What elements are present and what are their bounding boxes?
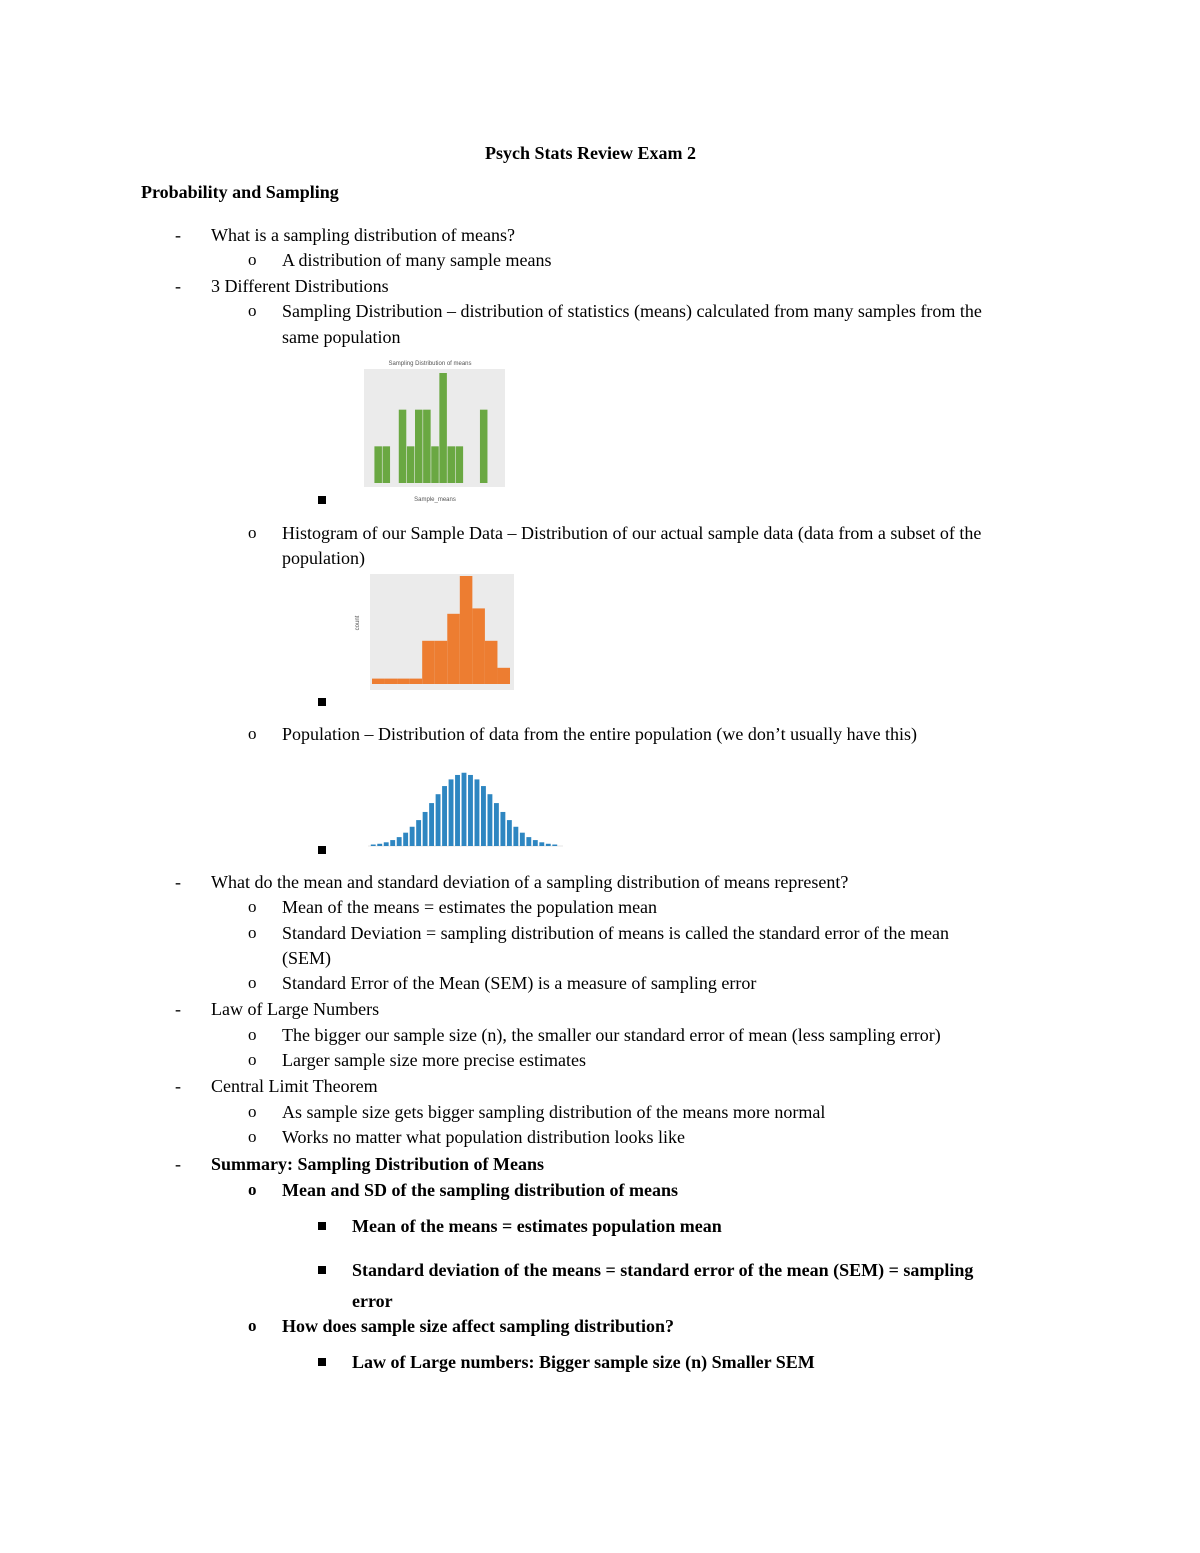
bar [410, 679, 423, 684]
bar [390, 840, 395, 846]
bar [439, 373, 447, 483]
bar [497, 668, 510, 684]
bar [475, 779, 480, 846]
summary-point-1: Mean and SD of the sampling distribution of means [282, 1180, 679, 1200]
sampling-distribution-line2: same population [282, 327, 401, 347]
bar [513, 827, 518, 846]
question-mean-sd: What do the mean and standard deviation of a sampling distribution of means represent? [211, 872, 849, 892]
bar [552, 845, 557, 846]
bar [423, 812, 428, 846]
bar [520, 833, 525, 846]
summary-subpoint-3: Law of Large numbers: Bigger sample size (n) Smaller SEM [352, 1352, 815, 1372]
three-distributions: 3 Different Distributions [211, 276, 389, 296]
bar [507, 820, 512, 846]
bar [384, 842, 389, 846]
circle-bullet: o [248, 250, 257, 269]
central-limit-theorem: Central Limit Theorem [211, 1076, 378, 1096]
square-bullet [318, 496, 326, 504]
sampling-distribution-line1: Sampling Distribution – distribution of statistics (means) calculated from many samples from the [282, 301, 982, 321]
circle-bullet: o [248, 724, 257, 743]
bar [399, 410, 407, 483]
bar [449, 779, 454, 846]
bar [371, 845, 376, 846]
population-chart [358, 750, 568, 850]
answer-mean-of-means: Mean of the means = estimates the population mean [282, 897, 658, 917]
dash-bullet: - [175, 1154, 181, 1174]
circle-bullet: o [248, 1180, 257, 1199]
dash-bullet: - [175, 999, 181, 1019]
bar [422, 641, 435, 684]
clt-point-1: As sample size gets bigger sampling distribution of the means more normal [282, 1102, 826, 1122]
histogram-line1: Histogram of our Sample Data – Distribution of our actual sample data (data from a subset of the [282, 523, 982, 543]
square-bullet [318, 1266, 326, 1274]
circle-bullet: o [248, 923, 257, 942]
bar [416, 820, 421, 846]
summary-subpoint-1: Mean of the means = estimates population mean [352, 1216, 722, 1236]
sampling-distribution-chart [350, 355, 510, 505]
bar [385, 679, 398, 684]
lln-point-1: The bigger our sample size (n), the smaller our standard error of mean (less sampling error) [282, 1025, 941, 1045]
bar [533, 840, 538, 846]
summary-subpoint-2-line2: error [352, 1291, 393, 1311]
bar [372, 679, 385, 684]
population-description: Population – Distribution of data from the entire population (we don’t usually have this) [282, 724, 918, 744]
chart-title: Sampling Distribution of means [388, 361, 472, 367]
bar [403, 833, 408, 846]
page-title: Psych Stats Review Exam 2 [485, 143, 696, 163]
circle-bullet: o [248, 1050, 257, 1069]
circle-bullet: o [248, 897, 257, 916]
bar [397, 679, 410, 684]
bar [423, 410, 431, 483]
lln-point-2: Larger sample size more precise estimates [282, 1050, 587, 1070]
dash-bullet: - [175, 872, 181, 892]
histogram-line2: population) [282, 548, 365, 568]
circle-bullet: o [248, 1316, 257, 1335]
bar [447, 446, 455, 483]
bar [435, 641, 448, 684]
circle-bullet: o [248, 973, 257, 992]
bar [374, 446, 382, 483]
dash-bullet: - [175, 276, 181, 296]
bar [436, 794, 441, 846]
bar [442, 786, 447, 846]
bar [410, 827, 415, 846]
answer-standard-deviation-line2: (SEM) [282, 948, 331, 968]
bar [468, 775, 473, 846]
answer-sampling-distribution: A distribution of many sample means [282, 250, 552, 270]
circle-bullet: o [248, 1025, 257, 1044]
answer-sem: Standard Error of the Mean (SEM) is a measure of sampling error [282, 973, 757, 993]
circle-bullet: o [248, 523, 257, 542]
circle-bullet: o [248, 301, 257, 320]
square-bullet [318, 1358, 326, 1366]
bar [487, 794, 492, 846]
x-axis-label: Sample_means [414, 497, 456, 503]
bar [485, 641, 498, 684]
square-bullet [318, 1222, 326, 1230]
clt-point-2: Works no matter what population distribution looks like [282, 1127, 686, 1147]
bar [546, 844, 551, 846]
bar [455, 775, 460, 846]
bar [377, 844, 382, 846]
dash-bullet: - [175, 1076, 181, 1096]
bar [481, 786, 486, 846]
bar [383, 446, 391, 483]
bar [480, 410, 488, 483]
bar [456, 446, 464, 483]
bar [494, 803, 499, 846]
bar [407, 446, 415, 483]
bar [460, 576, 473, 684]
bar [539, 842, 544, 846]
bar [429, 803, 434, 846]
section-heading: Probability and Sampling [141, 182, 339, 202]
bar [431, 446, 439, 483]
dash-bullet: - [175, 225, 181, 245]
square-bullet [318, 846, 326, 854]
summary-point-2: How does sample size affect sampling distribution? [282, 1316, 675, 1336]
bar [500, 812, 505, 846]
bar [462, 773, 467, 846]
bar [397, 837, 402, 846]
bar [472, 608, 485, 684]
summary-heading: Summary: Sampling Distribution of Means [211, 1154, 545, 1174]
sample-histogram-chart [350, 568, 520, 708]
bar [526, 837, 531, 846]
bar [415, 410, 423, 483]
y-axis-label: count [355, 615, 361, 631]
question-sampling-distribution: What is a sampling distribution of means? [211, 225, 515, 245]
law-of-large-numbers: Law of Large Numbers [211, 999, 380, 1019]
circle-bullet: o [248, 1127, 257, 1146]
circle-bullet: o [248, 1102, 257, 1121]
summary-subpoint-2-line1: Standard deviation of the means = standard error of the mean (SEM) = sampling [352, 1260, 974, 1280]
bar [447, 614, 460, 684]
answer-standard-deviation-line1: Standard Deviation = sampling distribution of means is called the standard error of the mean [282, 923, 949, 943]
square-bullet [318, 698, 326, 706]
